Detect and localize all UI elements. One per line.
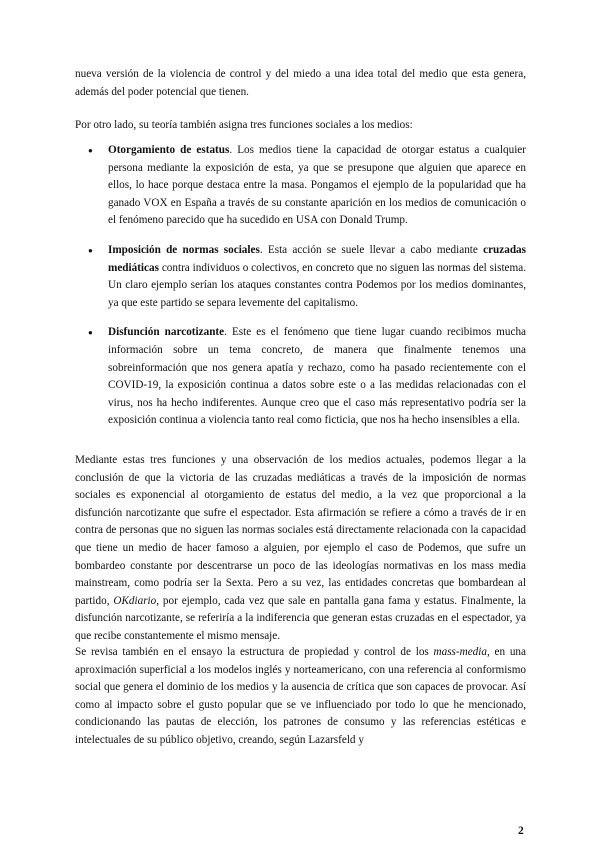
narcotizing-dysfunction-text: . Este es el fenómeno que tiene lugar cuando recibimos mucha información sobre un tema concreto, de manera que finalmente tenemos una sobreinformación que nos genera apatía y rechazo, como ha pasado recientemente con el COVID-19, la exposición continua a datos sobre este o a las medidas relacionadas con el virus, nos ha hecho indiferentes. Aunque creo que el caso más representativo podría ser la exposición continua a violencia tanto real como ficticia, que nos ha hecho insensibles a ella. — [108, 326, 527, 427]
list-item-status-conferral — [75, 142, 526, 230]
list-item-social-norms — [75, 242, 526, 312]
term-social-norms: Imposición de normas sociales — [108, 243, 260, 256]
ownership-text-a: Se revisa también en el ensayo la estructura de propiedad y control de los — [75, 646, 434, 658]
mass-media-term: mass-media — [433, 646, 487, 658]
analysis-paragraph — [75, 452, 526, 646]
list-item-narcotizing-dysfunction — [75, 324, 526, 430]
intro-continuation-paragraph: nueva versión de la violencia de control y del miedo a una idea total del medio que esta genera, además del poder potencial que tienen. — [75, 68, 526, 98]
page-number: 2 — [518, 825, 524, 837]
social-norms-text-b: contra individuos o colectivos, en concreto que no siguen las normas del sistema. Un claro ejemplo serían los ataques constantes contra Podemos por los medios dominantes, ya que este partido se separa levemente del capitalismo. — [108, 261, 526, 309]
functions-intro-paragraph: Por otro lado, su teoría también asigna tres funciones sociales a los medios: — [75, 119, 413, 131]
term-narcotizing-dysfunction: Disfunción narcotizante — [108, 326, 225, 339]
analysis-text-a: Mediante estas tres funciones y una observación de los medios actuales, podemos llegar a la conclusión de que la victoria de las cruzadas mediáticas a través de la imposición de normas sociales es exponencial al otorgamiento de estatus del medio, a la vez que proporcional a la disfunción narcotizante que sufre el espectador. Esta afirmación se refiere a cómo a través de ir en contra de personas que no siguen las normas sociales está directamente relacionada con la capacidad que tiene un medio de hacer famoso a alguien, por ejemplo el caso de Podemos, que sufre un bombardeo constante por descentrarse un poco de las ideologías normativas en los mass media mainstream, como podría ser la Sexta. Pero a su vez, las entidades concretas que bombardean al partido, — [75, 454, 526, 607]
analysis-text-b: , por ejemplo, cada vez que sale en pantalla gana fama y estatus. Finalmente, la disfunción narcotizante, se referiría a la indiferencia que generan estas cruzadas en el espectador, ya que recibe constantemente el mismo mensaje. — [75, 594, 526, 642]
social-functions-list — [75, 142, 526, 442]
term-media-crusades: cruzadas mediáticas — [108, 243, 526, 274]
status-conferral-text: . Los medios tiene la capacidad de otorgar estatus a cualquier persona mediante la exposición de esta, ya que se presupone que alguien que aparece en ellos, lo hace porque destaca entre la masa. Pongamos el ejemplo de la popularidad que ha ganado VOX en España a través de su constante aparición en los medios de comunicación o el fenómeno parecido que ha sucedido en USA con Donald Trump. — [108, 144, 526, 227]
ownership-text-b: , en una aproximación superficial a los modelos inglés y norteamericano, con una referencia al conformismo social que genera el dominio de los medios y la ausencia de crítica que son capaces de provocar. Así como al impacto sobre el gusto popular que se ve influenciado por todo lo que he mencionado, condicionando las pautas de elección, los patrones de consumo y las referencias estéticas e intelectuales de su público objetivo, creando, según Lazarsfeld y — [75, 646, 526, 746]
social-norms-text-a: . Esta acción se suele llevar a cabo mediante — [259, 243, 484, 256]
okdiario-name: OKdiario — [113, 594, 157, 607]
ownership-paragraph — [75, 644, 526, 750]
term-status-conferral: Otorgamiento de estatus — [108, 144, 230, 156]
